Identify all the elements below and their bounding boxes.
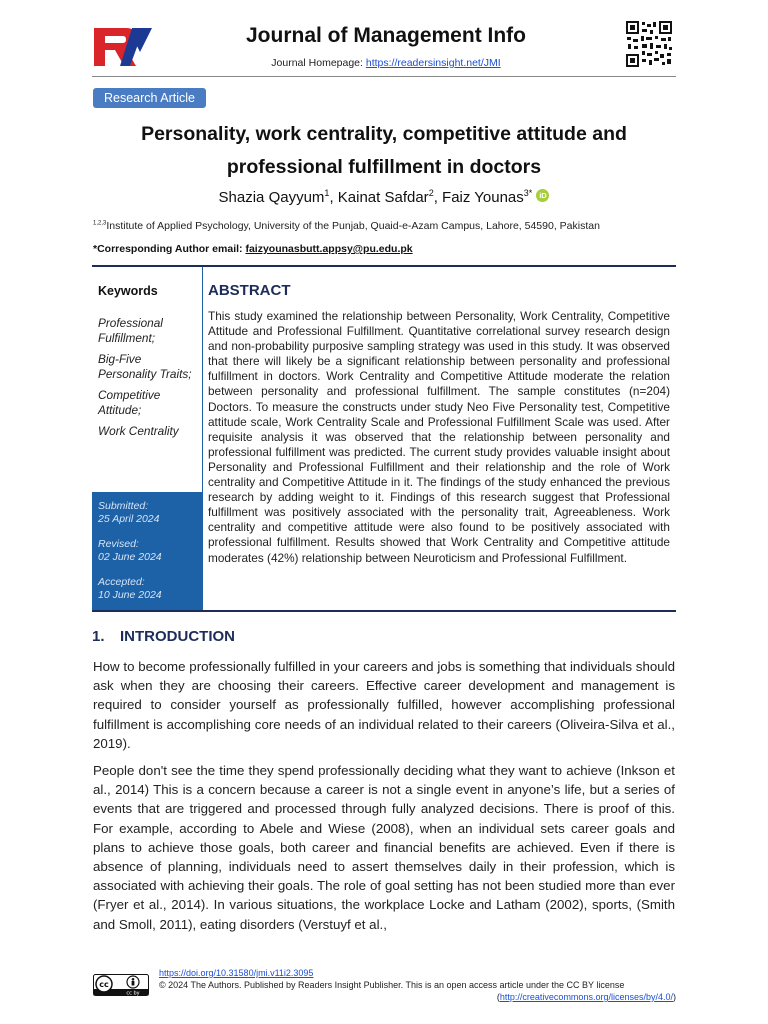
section-number: 1. — [92, 628, 105, 645]
abstract-heading: ABSTRACT — [208, 282, 291, 299]
journal-logo — [92, 22, 154, 70]
section-title: INTRODUCTION — [120, 628, 235, 645]
affiliation-text: Institute of Applied Psychology, University of the Punjab, Quaid-e-Azam Campus, Lahore, 54590, Pakistan — [106, 220, 600, 232]
article-dates — [98, 500, 198, 614]
corresponding-label: *Corresponding Author email: — [93, 243, 246, 255]
copyright-notice: © 2024 The Authors. Published by Readers Insight Publisher. This is an open access article under the CC BY license — [159, 980, 625, 990]
date-value: 02 June 2024 — [98, 551, 162, 563]
author-name: Faiz Younas — [442, 189, 524, 206]
license-badge-text: cc by — [126, 990, 140, 996]
affiliation — [93, 220, 693, 232]
author-affil-sup: 1 — [324, 188, 330, 198]
date-accepted — [98, 576, 198, 602]
article-type-badge: Research Article — [93, 88, 206, 108]
article-title: Personality, work centrality, competitive attitude and professional fulfillment in doctors — [141, 123, 627, 178]
homepage-link[interactable]: https://readersinsight.net/JMI — [365, 57, 501, 69]
section-heading-introduction — [92, 628, 235, 645]
keyword-item: Competitive Attitude; — [98, 388, 161, 417]
body-paragraph: People don't see the time they spend professionally deciding what they want to achieve (Inkson et al., 2014) This is a concern because a career is not a single event in anyone’s life, but a series of events that are triggered and processed through fully analyzed decisions. There is proof of this. For example, according to Abele and Wiese (2008), when an individual sets career goals and plans to achieve those goals, both career and financial benefits are achieved. Even if there is absence of planning, individuals need to assert themselves daily in their profession, which is associated with achieving their goals. The role of goal setting has not been studied more than ever (Fryer et al., 2014). In various situations, the workplace Locke and Latham (2002), sports, (Smith and Smoll, 2011), eating disorders (Verstuyf et al., — [93, 763, 675, 932]
keyword-item: Work Centrality — [98, 424, 179, 438]
date-value: 25 April 2024 — [98, 513, 160, 525]
affiliation-sup: 1,2,3 — [93, 220, 107, 227]
keyword-item: Professional Fulfillment; — [98, 316, 163, 345]
keywords-list — [98, 316, 198, 445]
license-close-paren: ) — [673, 992, 676, 1002]
author-list — [92, 188, 676, 206]
abstract-text: This study examined the relationship between Personality, Work Centrality, Competitive Attitude and Professional Fulfillment. Quantitative correlational survey research design and non-probability purposive sampling strategy was used in this study. It was observed that there will likely be a significant relationship between personality and professional fulfillment in doctors. Work Centrality and Competitive Attitude moderate the relation between personality and professional fulfillment. The sample constitutes (n=204) Doctors. To measure the constructs under study Neo Five Personality test, Competitive attitude scale, Work Centrality Scale and Professional Fulfillment Scale was used. After requisite analysis it was observed that the relationship between personality and professional fulfillment was predicted. The current study provides valuable insight about Personality and Professional Fulfillment and their relationship and the role of Work centrality and Competitive Attitude in it. The findings of the study enhanced the previous research by adding weight to it. Findings of this research suggest that Professional fulfillment was positively associated with the personality trait, Agreeableness. Work centrality and competitive attitude were also found to be positively associated with professional fulfillment. Results showed that Work Centrality and Competitive attitude moderates (42%) relationship between Neuroticism and Professional Fulfillment. — [208, 309, 670, 565]
homepage-label: Journal Homepage: — [271, 57, 366, 69]
header-divider — [92, 76, 676, 77]
qr-code-icon — [625, 20, 673, 68]
keyword-item: Big-Five Personality Traits; — [98, 352, 192, 381]
cc-by-license-icon — [93, 974, 149, 996]
license-url-line — [400, 992, 676, 1002]
date-value: 10 June 2024 — [98, 589, 162, 601]
date-submitted — [98, 500, 198, 526]
svg-text:cc: cc — [99, 980, 109, 989]
orcid-icon[interactable]: iD — [536, 189, 549, 202]
author-separator: , — [433, 189, 443, 206]
body-paragraph: How to become professionally fulfilled in your careers and jobs is something that individuals should ask when they are choosing their careers. Effective career development and management is required to consider yourself as professionally fulfilled, however accomplishing professional fulfillment is accomplishing core needs of an individual related to their careers (Oliveira-Silva et al., 2019). — [93, 659, 675, 751]
date-label: Accepted: — [98, 576, 145, 588]
doi-link[interactable]: https://doi.org/10.31580/jmi.v11i2.3095 — [159, 968, 314, 978]
journal-homepage — [160, 57, 612, 69]
license-open-paren: ( — [496, 992, 500, 1002]
author-separator: , — [329, 189, 338, 206]
author-name: Shazia Qayyum — [218, 189, 325, 206]
journal-title: Journal of Management Info — [245, 24, 526, 47]
author-name: Kainat Safdar — [337, 189, 429, 206]
keywords-title: Keywords — [98, 284, 158, 298]
abstract-column-divider — [202, 267, 203, 610]
license-link[interactable]: http://creativecommons.org/licenses/by/4.0/ — [499, 992, 673, 1002]
abstract-box-top-rule — [92, 265, 676, 267]
corresponding-email-link[interactable]: faizyounasbutt.appsy@pu.edu.pk — [245, 243, 413, 255]
author-affil-sup: 3* — [523, 188, 533, 198]
date-revised — [98, 538, 198, 564]
date-label: Submitted: — [98, 500, 149, 512]
corresponding-author — [93, 243, 693, 255]
date-label: Revised: — [98, 538, 139, 550]
author-affil-sup: 2 — [428, 188, 434, 198]
